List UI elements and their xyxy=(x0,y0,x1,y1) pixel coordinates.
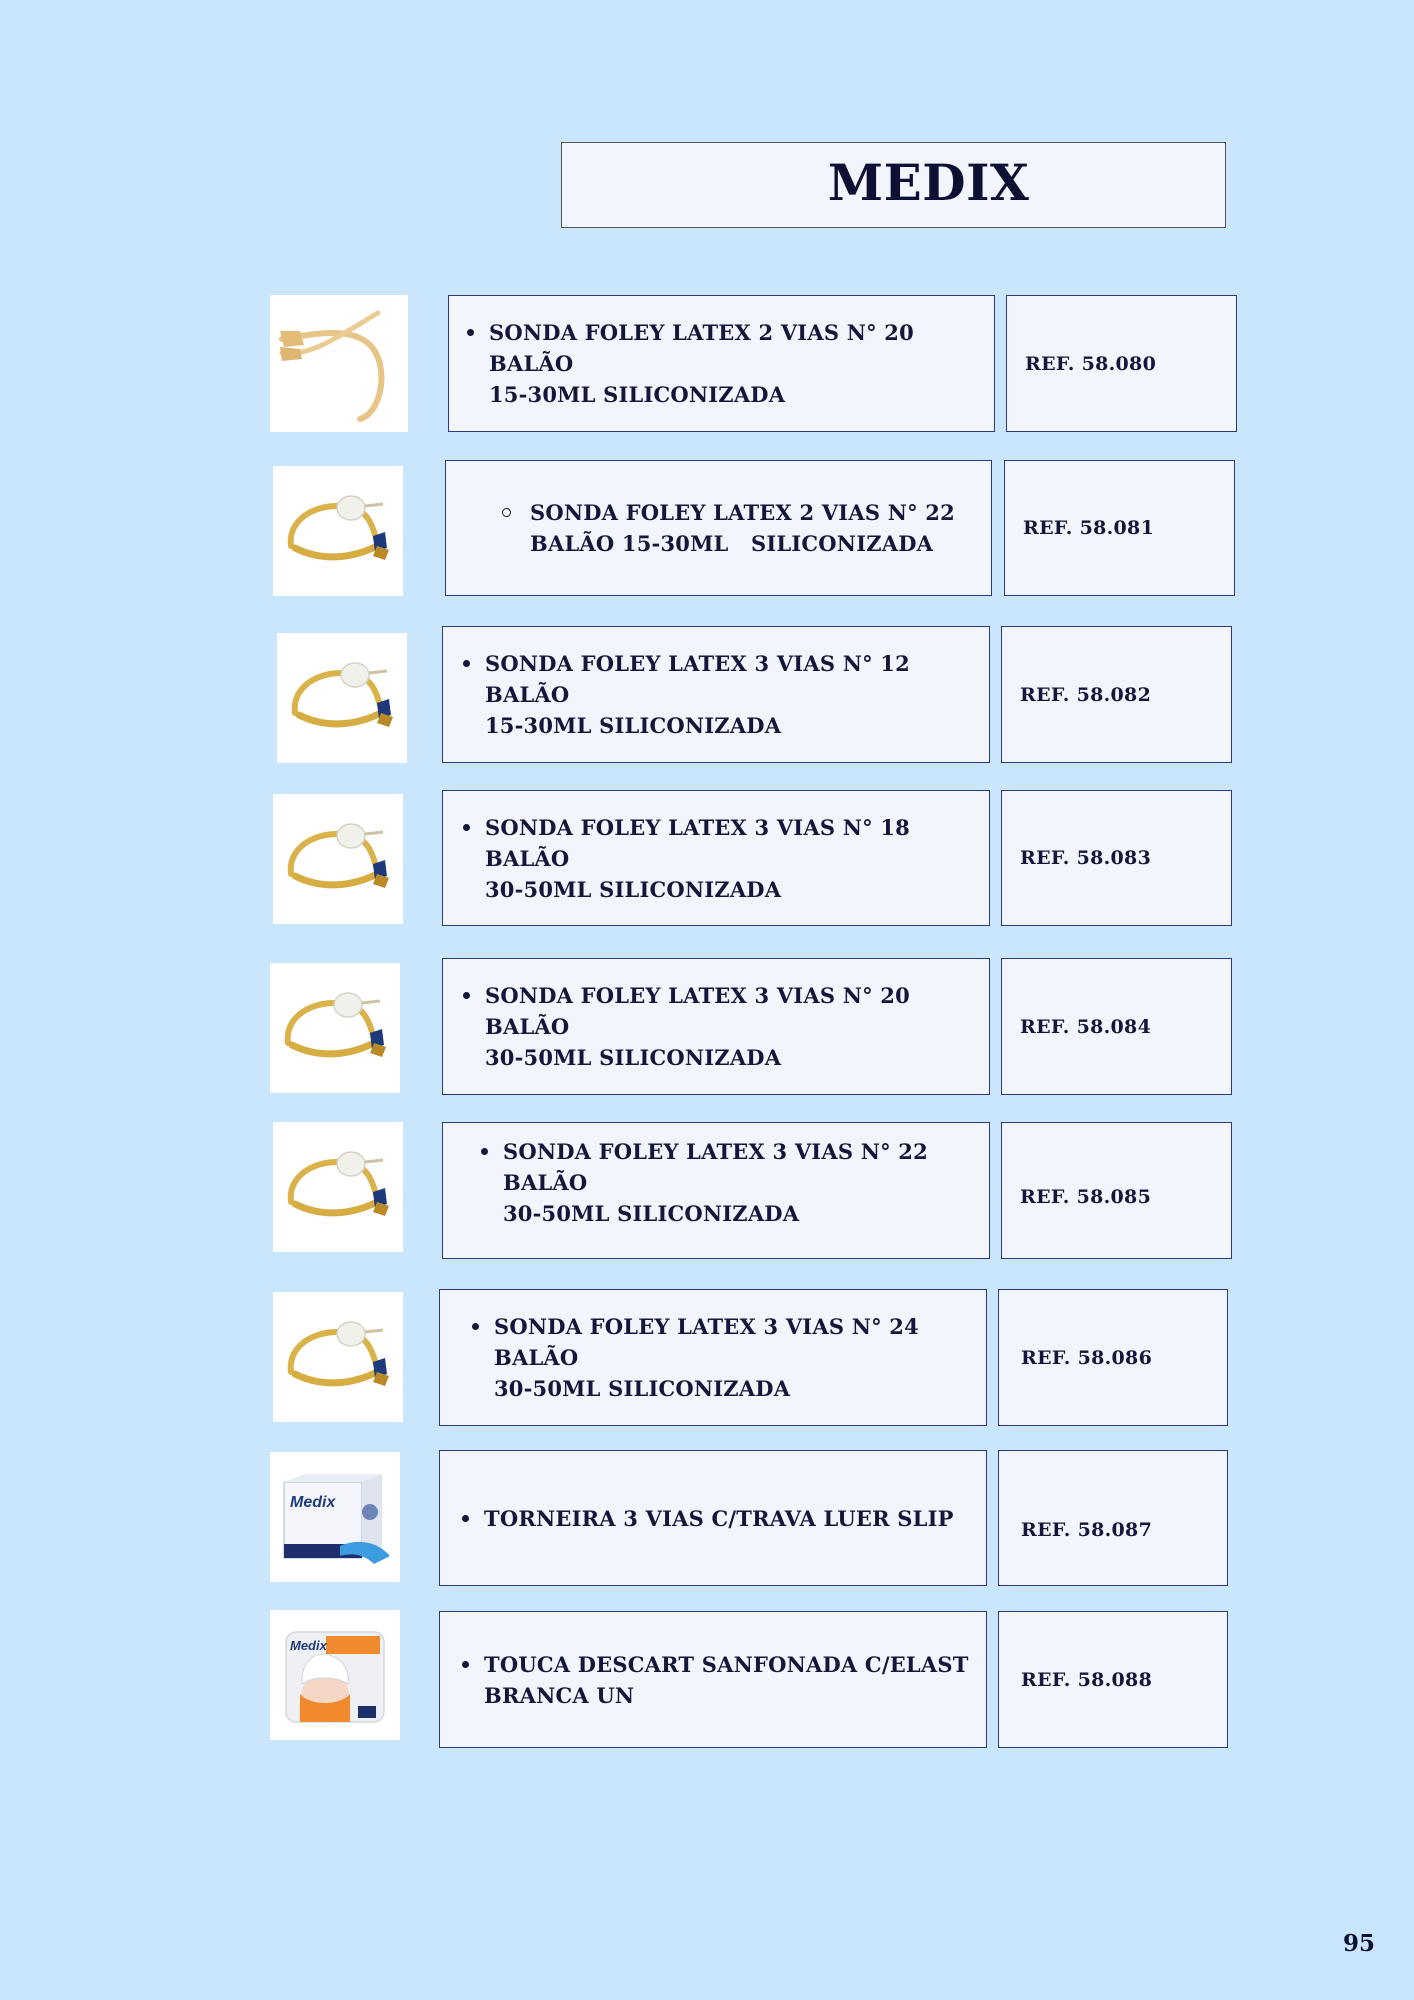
product-description-box xyxy=(439,1611,987,1748)
product-description xyxy=(494,1311,986,1404)
description-line-1: SONDA FOLEY LATEX 2 VIAS N° 22 xyxy=(530,500,955,525)
product-ref: REF. 58.080 xyxy=(1025,352,1157,375)
catheter-balloon-icon xyxy=(273,1122,403,1252)
product-description-box xyxy=(445,460,992,596)
description-line-1: TOUCA DESCART SANFONADA C/ELAST xyxy=(484,1651,969,1677)
page-number: 95 xyxy=(1342,1930,1375,1957)
product-image-catheter xyxy=(273,466,403,596)
catheter-balloon-icon xyxy=(270,963,400,1093)
product-ref: REF. 58.087 xyxy=(1021,1519,1153,1541)
package-logo: Medix xyxy=(290,1494,336,1511)
product-ref-box xyxy=(1001,1122,1232,1259)
description-line-2: 15-30ML SILICONIZADA xyxy=(485,713,782,738)
product-image-catheter xyxy=(277,633,407,763)
product-description-box xyxy=(439,1450,987,1586)
cap-package-icon xyxy=(270,1610,400,1740)
product-ref: REF. 58.086 xyxy=(1021,1346,1153,1369)
product-ref-box xyxy=(998,1611,1228,1748)
product-description xyxy=(489,317,994,410)
catheter-2way-icon xyxy=(270,295,408,432)
description-line-1: SONDA FOLEY LATEX 3 VIAS N° 12 BALÃO xyxy=(485,651,910,707)
product-description xyxy=(530,497,955,559)
product-description-box xyxy=(448,295,995,432)
description-line-1: SONDA FOLEY LATEX 3 VIAS N° 20 BALÃO xyxy=(485,983,910,1039)
catheter-balloon-icon xyxy=(277,633,407,763)
description-line-2: BRANCA UN xyxy=(484,1682,635,1708)
description-line-1: TORNEIRA 3 VIAS C/TRAVA LUER SLIP xyxy=(484,1505,954,1531)
product-ref: REF. 58.088 xyxy=(1021,1668,1153,1691)
brand-title: MEDIX xyxy=(827,153,1030,212)
product-description-box xyxy=(442,626,990,763)
catheter-balloon-icon xyxy=(273,794,403,924)
product-ref: REF. 58.084 xyxy=(1020,1015,1152,1038)
description-line-2: 30-50ML SILICONIZADA xyxy=(503,1201,800,1226)
product-ref: REF. 58.082 xyxy=(1020,683,1152,706)
product-ref-box xyxy=(998,1289,1228,1426)
product-description xyxy=(484,1503,954,1534)
stopcock-box-icon xyxy=(270,1452,400,1582)
product-image-catheter xyxy=(273,1292,403,1422)
description-line-2: BALÃO 15-30ML SILICONIZADA xyxy=(530,531,934,556)
product-ref-box xyxy=(1006,295,1237,432)
description-line-2: 30-50ML SILICONIZADA xyxy=(485,876,782,902)
product-description-box xyxy=(442,1122,990,1259)
product-image-catheter xyxy=(273,1122,403,1252)
product-image-stopcock-box xyxy=(270,1452,400,1582)
catheter-balloon-icon xyxy=(273,1292,403,1422)
description-line-1: SONDA FOLEY LATEX 3 VIAS N° 24 BALÃO xyxy=(494,1314,919,1370)
product-image-catheter xyxy=(270,963,400,1093)
product-description-box xyxy=(439,1289,987,1426)
product-ref: REF. 58.081 xyxy=(1023,517,1155,539)
brand-header-box xyxy=(561,142,1226,228)
product-ref: REF. 58.083 xyxy=(1020,847,1152,869)
product-ref-box xyxy=(1001,790,1232,926)
package-logo: Medix xyxy=(290,1638,327,1653)
description-line-1: SONDA FOLEY LATEX 3 VIAS N° 22 BALÃO xyxy=(503,1139,928,1195)
product-image-catheter-2way xyxy=(270,295,408,432)
description-line-1: SONDA FOLEY LATEX 2 VIAS N° 20 BALÃO xyxy=(489,320,914,376)
product-description-box xyxy=(442,958,990,1095)
description-line-1: SONDA FOLEY LATEX 3 VIAS N° 18 BALÃO xyxy=(485,814,910,871)
product-image-cap-package xyxy=(270,1610,400,1740)
product-ref-box xyxy=(1001,626,1232,763)
description-line-2: 30-50ML SILICONIZADA xyxy=(485,1045,782,1070)
product-ref-box xyxy=(1001,958,1232,1095)
catheter-balloon-icon xyxy=(273,466,403,596)
product-ref-box xyxy=(1004,460,1235,596)
product-ref-box xyxy=(998,1450,1228,1586)
product-description xyxy=(484,1649,969,1711)
product-ref: REF. 58.085 xyxy=(1020,1185,1152,1208)
description-line-2: 30-50ML SILICONIZADA xyxy=(494,1376,791,1401)
product-description xyxy=(485,648,989,741)
product-image-catheter xyxy=(273,794,403,924)
product-description-box xyxy=(442,790,990,926)
description-line-2: 15-30ML SILICONIZADA xyxy=(489,382,786,407)
product-description xyxy=(485,812,989,905)
product-description xyxy=(503,1136,989,1229)
product-description xyxy=(485,980,989,1073)
